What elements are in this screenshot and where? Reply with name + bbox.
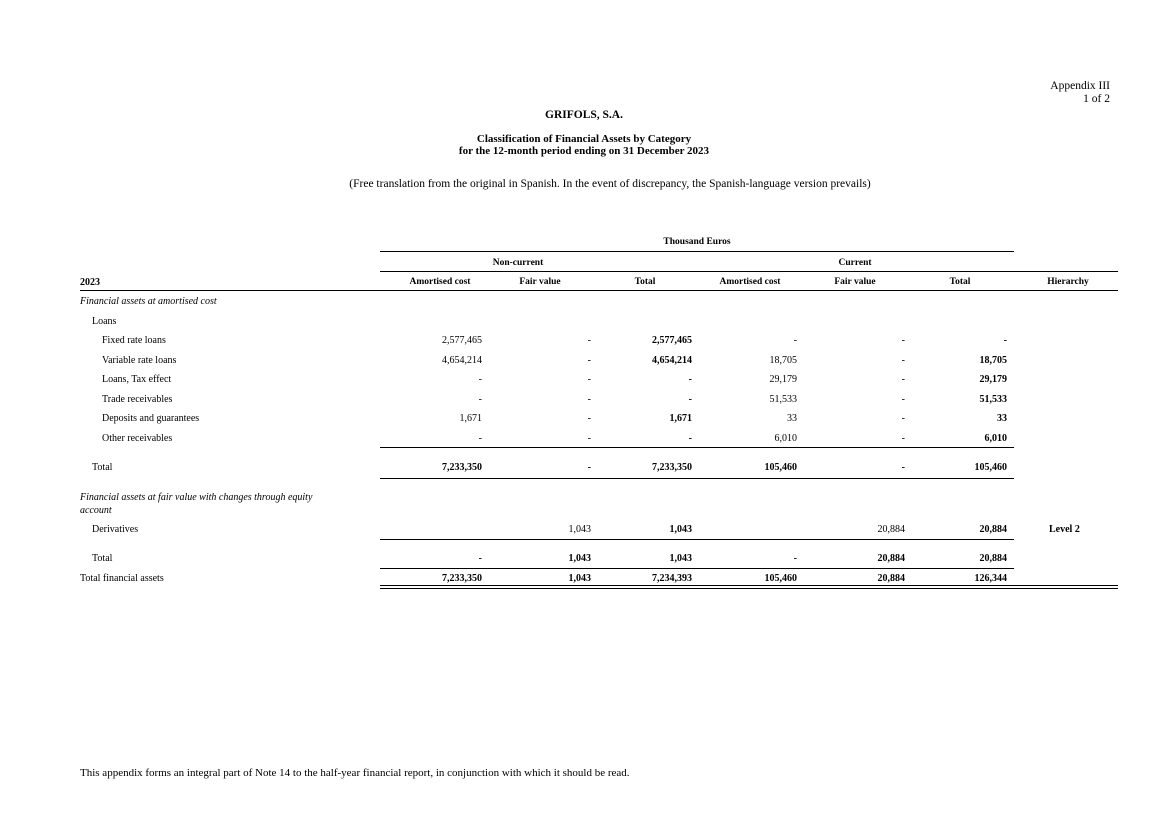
value: - xyxy=(587,355,591,366)
value: 105,460 xyxy=(974,462,1007,473)
col-total-c: Total xyxy=(949,277,971,287)
value: - xyxy=(587,413,591,424)
total2-rule xyxy=(380,568,1014,569)
total-rule-bottom xyxy=(380,478,1014,479)
value: 2,577,465 xyxy=(442,335,482,346)
grand-total-double-rule xyxy=(380,585,1118,589)
value: - xyxy=(793,335,797,346)
table-row xyxy=(0,335,1168,353)
value: - xyxy=(478,394,482,405)
year-label: 2023 xyxy=(80,277,100,288)
value: - xyxy=(478,553,482,564)
value: 105,460 xyxy=(764,573,797,584)
value: 51,533 xyxy=(769,394,797,405)
translation-note: (Free translation from the original in Spanish. In the event of discrepancy, the Spanish-language version prevails) xyxy=(349,178,871,190)
value: - xyxy=(587,335,591,346)
table-row xyxy=(0,394,1168,412)
value: 7,233,350 xyxy=(442,573,482,584)
value: - xyxy=(478,374,482,385)
value: 4,654,214 xyxy=(442,355,482,366)
row-label: Deposits and guarantees xyxy=(102,413,200,424)
row-label: Fixed rate loans xyxy=(102,335,166,346)
value: 2,577,465 xyxy=(652,335,692,346)
table-row xyxy=(0,413,1168,431)
title-line-2: for the 12-month period ending on 31 December 2023 xyxy=(458,145,710,157)
table-row xyxy=(0,374,1168,392)
section-title-line-2: account xyxy=(80,505,112,516)
value: 33 xyxy=(787,413,797,424)
row-label: Total xyxy=(92,553,113,564)
value: - xyxy=(901,413,905,424)
value: 6,010 xyxy=(774,433,797,444)
row-label: Derivatives xyxy=(92,524,139,535)
column-header-rule xyxy=(80,290,1118,291)
header-rule xyxy=(380,251,1014,252)
units-header: Thousand Euros xyxy=(663,237,731,247)
value: - xyxy=(688,433,692,444)
value: - xyxy=(587,394,591,405)
value: 1,671 xyxy=(459,413,482,424)
report-title xyxy=(0,133,1168,157)
section-fair-value xyxy=(0,491,1168,521)
col-hierarchy: Hierarchy xyxy=(1047,277,1089,287)
value: - xyxy=(901,335,905,346)
appendix-label xyxy=(1050,80,1110,106)
value: - xyxy=(688,394,692,405)
value: 105,460 xyxy=(764,462,797,473)
footer-note: This appendix forms an integral part of Note 14 to the half-year financial report, in conjunction with which it should be read. xyxy=(80,767,630,779)
section-title-line-1: Financial assets at fair value with changes through equity xyxy=(80,492,313,503)
title-line-1: Classification of Financial Assets by Category xyxy=(476,133,692,145)
value: - xyxy=(1003,335,1007,346)
value: 20,884 xyxy=(877,553,905,564)
section-amortised-cost xyxy=(0,296,1168,314)
row-label: Trade receivables xyxy=(102,394,173,405)
section-title: Financial assets at amortised cost xyxy=(80,296,217,307)
total-rule-top xyxy=(380,447,1014,448)
value: 7,234,393 xyxy=(652,573,692,584)
value: 1,043 xyxy=(568,573,591,584)
col-fair-value-nc: Fair value xyxy=(519,277,561,287)
section-title xyxy=(80,491,312,517)
value: - xyxy=(901,462,905,473)
value: 20,884 xyxy=(877,524,905,535)
value: 126,344 xyxy=(974,573,1007,584)
value: 29,179 xyxy=(769,374,797,385)
value: 7,233,350 xyxy=(442,462,482,473)
col-total-nc: Total xyxy=(634,277,656,287)
row-label: Other receivables xyxy=(102,433,173,444)
value: - xyxy=(901,433,905,444)
value: 1,043 xyxy=(669,524,692,535)
col-amortised-cost-nc: Amortised cost xyxy=(409,277,471,287)
value: 1,671 xyxy=(669,413,692,424)
value: - xyxy=(587,462,591,473)
value: 18,705 xyxy=(979,355,1007,366)
noncurrent-header: Non-current xyxy=(492,258,544,268)
value: 7,233,350 xyxy=(652,462,692,473)
value: 20,884 xyxy=(979,524,1007,535)
value: 51,533 xyxy=(979,394,1007,405)
row-label: Loans, Tax effect xyxy=(102,374,172,385)
value: 4,654,214 xyxy=(652,355,692,366)
row-label: Total financial assets xyxy=(80,573,164,584)
loans-heading xyxy=(0,316,1168,334)
value: 20,884 xyxy=(877,573,905,584)
value: - xyxy=(901,355,905,366)
value: - xyxy=(587,433,591,444)
value: 18,705 xyxy=(769,355,797,366)
value: 1,043 xyxy=(669,553,692,564)
page-number: 1 of 2 xyxy=(1083,93,1110,105)
value: - xyxy=(793,553,797,564)
derivatives-rule xyxy=(380,539,1014,540)
value: 6,010 xyxy=(984,433,1007,444)
row-label: Variable rate loans xyxy=(102,355,177,366)
company-name: GRIFOLS, S.A. xyxy=(545,109,623,121)
value: - xyxy=(901,394,905,405)
value: - xyxy=(901,374,905,385)
value: - xyxy=(478,433,482,444)
col-fair-value-c: Fair value xyxy=(834,277,876,287)
current-header: Current xyxy=(838,258,872,268)
value: 1,043 xyxy=(568,553,591,564)
row-label: Total xyxy=(92,462,113,473)
value: - xyxy=(587,374,591,385)
group-rule xyxy=(380,271,1118,272)
value: 33 xyxy=(997,413,1007,424)
value: 29,179 xyxy=(979,374,1007,385)
value: 1,043 xyxy=(568,524,591,535)
value: - xyxy=(688,374,692,385)
value: 20,884 xyxy=(979,553,1007,564)
table-row xyxy=(0,355,1168,373)
appendix-number: Appendix III xyxy=(1050,80,1110,92)
col-amortised-cost-c: Amortised cost xyxy=(719,277,781,287)
table-row xyxy=(0,433,1168,451)
loans-label: Loans xyxy=(92,316,117,327)
hierarchy-level: Level 2 xyxy=(1049,524,1080,535)
